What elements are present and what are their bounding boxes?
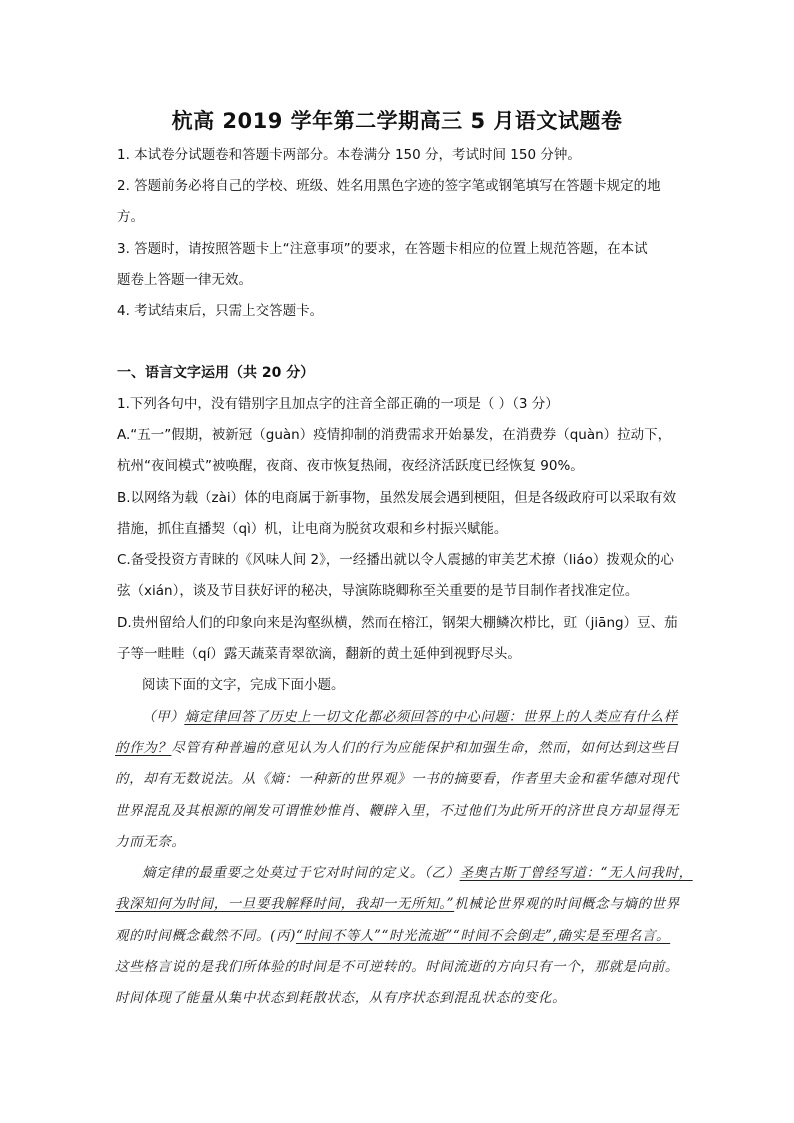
note-3: 3. 答题时，请按照答题卡上“注意事项”的要求，在答题卡相应的位置上规范答题，在本试 <box>117 241 648 257</box>
option-c-line-1: C.备受投资方青睐的《风味人间 2》，一经播出就以令人震撼的审美艺术撩（liáo）拨观众的心 <box>117 552 674 568</box>
passage-p2-line-5: 时间体现了能量从集中状态到耗散状态，从有序状态到混乱状态的变化。 <box>115 990 567 1006</box>
passage-p1-line-2 <box>115 739 679 757</box>
option-c-line-2: 弦（xián），谈及节目获好评的秘决，导演陈晓卿称至关重要的是节目制作者找准定位。 <box>117 583 639 599</box>
passage-p1-line-4: 世界混乱及其根源的阐发可谓惟妙惟肖、鞭辟入里，不过他们为此所开的济世良方却显得无 <box>115 803 679 819</box>
option-b-line-2: 措施，抓住直播契（qì）机，让电商为脱贫攻艰和乡村振兴赋能。 <box>117 521 508 537</box>
question-1-stem: 1.下列各句中，没有错别字且加点字的注音全部正确的一项是（ ）（3 分） <box>117 396 559 412</box>
note-1: 1. 本试卷分试题卷和答题卡两部分。本卷满分 150 分，考试时间 150 分钟。 <box>117 147 581 163</box>
note-4: 4. 考试结束后，只需上交答题卡。 <box>117 303 324 319</box>
passage-p2-text-2: 机械论世界观的时间概念与熵的世界 <box>454 896 680 912</box>
section-title: 一、语言文字运用（共 20 分） <box>117 365 315 381</box>
underlined-sentence-jia: 熵定律回答了历史上一切文化都必须回答的中心问题：世界上的人类应有什么样 <box>184 709 678 725</box>
underlined-sentence-bing: “时间不等人”“时光流逝”“时间不会倒走”,确实是至理名言。 <box>295 928 671 944</box>
marker-bing: 观的时间概念截然不同。(丙) <box>115 928 296 944</box>
passage-p1-line-1 <box>142 708 678 726</box>
option-a-line-2: 杭州“夜间模式”被唤醒，夜商、夜市恢复热闹，夜经济活跃度已经恢复 90%。 <box>117 458 584 474</box>
note-2: 2. 答题前务必将自己的学校、班级、姓名用黑色字迹的签字笔或钢笔填写在答题卡规定的地 <box>117 178 661 194</box>
passage-p2-line-2 <box>115 895 680 913</box>
option-d-line-1: D.贵州留给人们的印象向来是沟壑纵横，然而在榕江，钢架大棚鳞次栉比，豇（jiāng）豆、茄 <box>117 615 678 631</box>
passage-p1-line-3: 的，却有无数说法。从《熵：一种新的世界观》一书的摘要看，作者里夫金和霍华德对现代 <box>115 771 679 787</box>
reading-intro: 阅读下面的文字，完成下面小题。 <box>142 677 345 693</box>
exam-title: 杭高 2019 学年第二学期高三 5 月语文试题卷 <box>171 109 623 133</box>
passage-p2-text: 熵定律的最重要之处莫过于它对时间的定义。（乙） <box>142 865 460 881</box>
passage-p1-line-5: 力而无奈。 <box>115 834 186 850</box>
note-3-cont: 题卷上答题一律无效。 <box>117 272 252 288</box>
passage-p1-text: 尽管有种普遍的意见认为人们的行为应能保护和加强生命，然而，如何达到这些目 <box>171 740 680 756</box>
underlined-sentence-yi-end: 我深知何为时间，一旦要我解释时间，我却一无所知。” <box>115 896 455 912</box>
passage-p2-line-1 <box>142 864 693 882</box>
underlined-sentence-yi: 圣奥古斯丁曾经写道：“无人问我时， <box>459 865 693 881</box>
option-b-line-1: B.以网络为载（zài）体的电商属于新事物，虽然发展会遇到梗阻，但是各级政府可以采取有效 <box>117 490 677 506</box>
option-a-line-1: A.“五一”假期，被新冠（guàn）疫情抑制的消费需求开始暴发，在消费券（quàn）拉动下， <box>117 427 672 443</box>
option-d-line-2: 子等一畦畦（qí）露天蔬菜青翠欲滴，翻新的黄土延伸到视野尽头。 <box>117 646 521 662</box>
underlined-sentence-jia-end: 的作为？ <box>115 740 172 756</box>
passage-p2-line-4: 这些格言说的是我们所体验的时间是不可逆转的。时间流逝的方向只有一个，那就是向前。 <box>115 959 679 975</box>
marker-jia: （甲） <box>142 709 185 725</box>
note-2-cont: 方。 <box>117 209 144 225</box>
passage-p2-line-3 <box>115 927 670 945</box>
